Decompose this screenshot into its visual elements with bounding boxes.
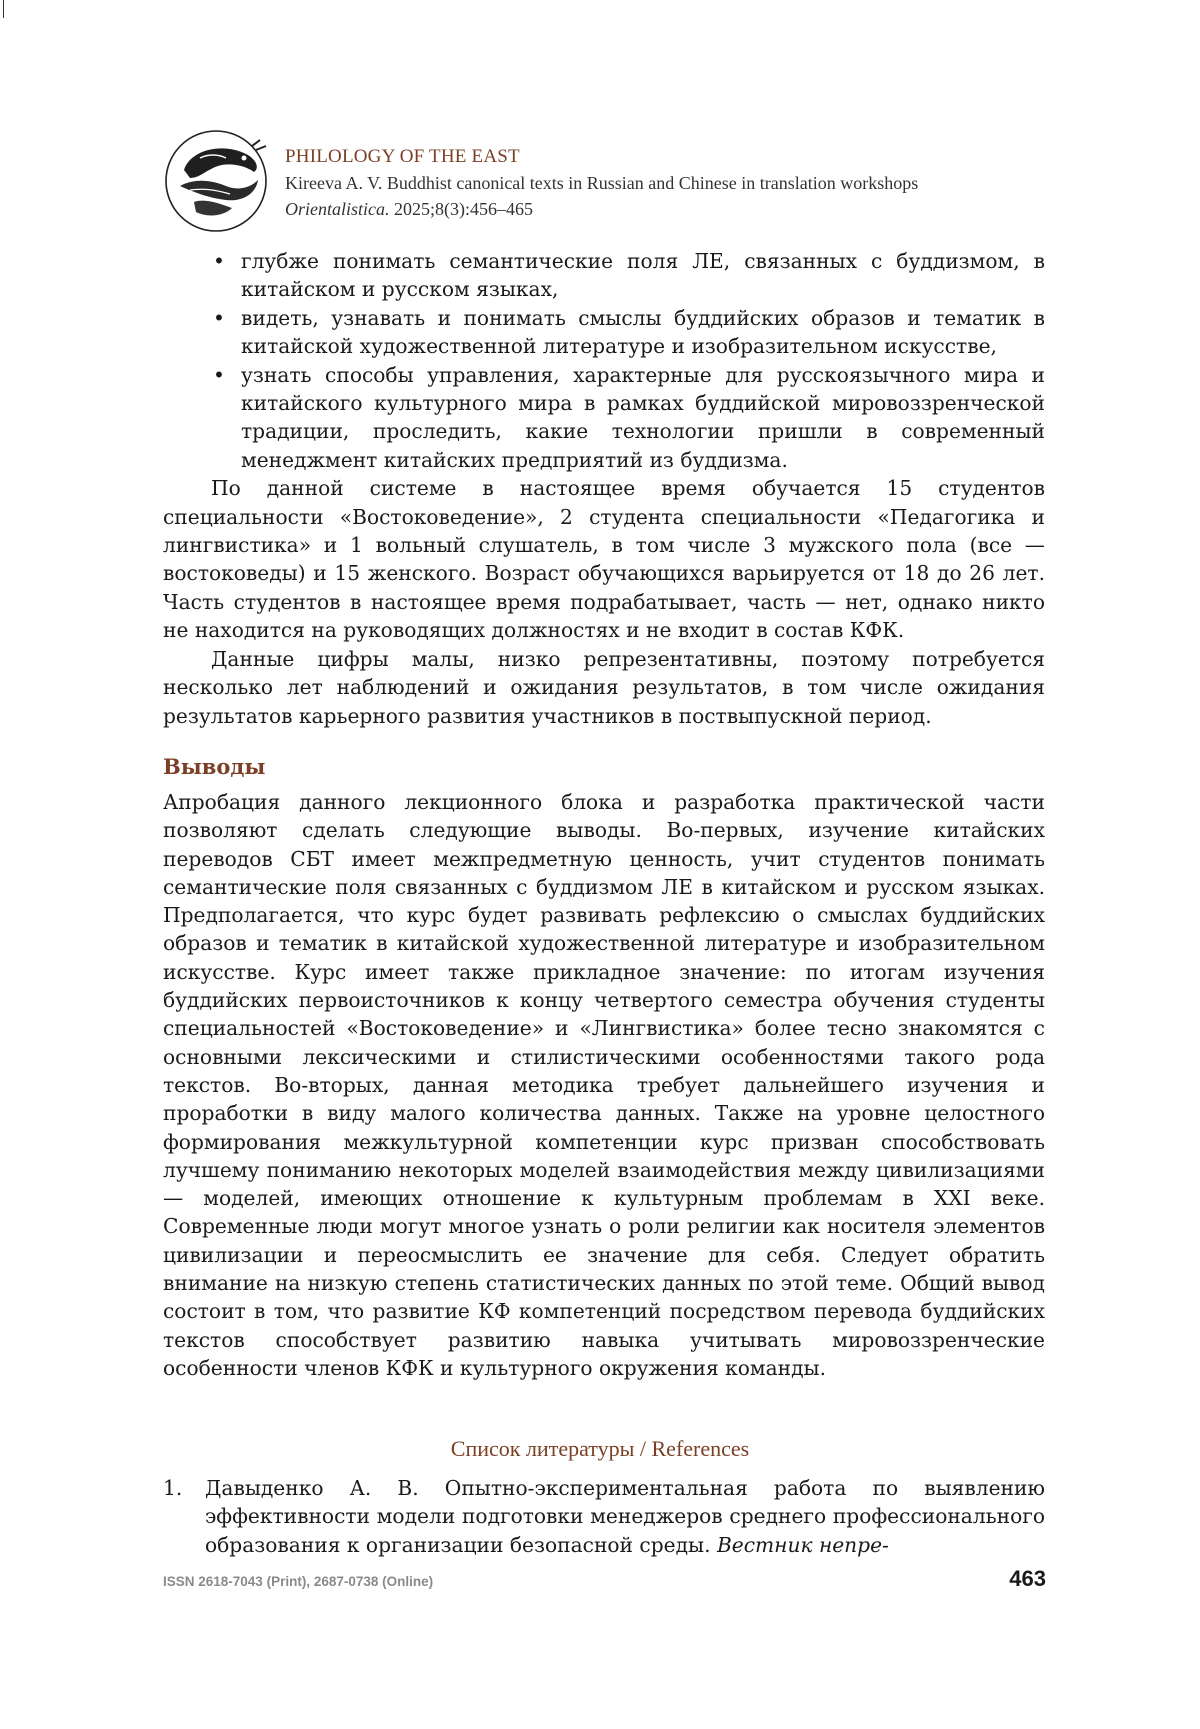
main-body	[163, 247, 1045, 730]
journal-section-title: PHILOLOGY OF THE EAST	[285, 146, 520, 167]
journal-citation	[285, 196, 1065, 222]
list-item: • видеть, узнавать и понимать смыслы буддийских образов и тематик в китайской художественной литературе и изобразительном искусстве,	[163, 304, 1045, 361]
journal-name: Orientalistica.	[285, 199, 390, 219]
page-number: 463	[1009, 1566, 1046, 1591]
paragraph: Данные цифры малы, низко репрезентативны, поэтому потребуется несколько лет наблюдений и ожидания результатов, в том числе ожидания результатов карьерного развития участников в поствыпускной период.	[163, 646, 1045, 728]
reference-item	[163, 1474, 1045, 1559]
reference-text: Давыденко А. В. Опытно-экспериментальная работа по выявлению эффективности модели подготовки менеджеров среднего профессионального образования к организации безопасной среды.	[205, 1476, 1045, 1557]
goals-list	[163, 247, 1045, 474]
running-header	[285, 144, 1065, 222]
article-reference: Kireeva A. V. Buddhist canonical texts in Russian and Chinese in translation workshops	[285, 173, 919, 193]
reference-source: Вестник непре-	[716, 1532, 889, 1557]
footer-issn: ISSN 2618-7043 (Print), 2687-0738 (Online)	[163, 1574, 434, 1589]
journal-issue: 2025;8(3):456–465	[389, 199, 533, 219]
list-item: • узнать способы управления, характерные для русскоязычного мира и китайского культурного мира в рамках буддийской мировоззренческой традиции, проследить, какие технологии пришли в современный менеджмент китайских предприятий из буддизма.	[163, 361, 1045, 475]
crop-mark	[3, 0, 4, 18]
reference-number: 1.	[163, 1476, 183, 1500]
conclusions-text: Апробация данного лекционного блока и разработка практической части позволяют сделать следующие выводы. Во-первых, изучение китайских переводов СБТ имеет межпредметную ценность, учит студентов понимать семантические поля связанных с буддизмом ЛЕ в китайском и русском языках. Предполагается, что курс будет развивать рефлексию о смыслах буддийских образов и тематик в китайской художественной литературе и изобразительном искусстве. Курс имеет также прикладное значение: по итогам изучения буддийских первоисточников к концу четвертого семестра обучения студенты специальностей «Востоковедение» и «Лингвистика» более тесно знакомятся с основными лексическими и стилистическими особенностями такого рода текстов. Во-вторых, данная методика требует дальнейшего изучения и проработки в виду малого количества данных. Также на уровне целостного формирования межкультурной компетенции курс призван способствовать лучшему пониманию некоторых моделей взаимодействия между цивилизациями — моделей, имеющих отношение к культурным проблемам в XXI веке. Современные люди могут многое узнать о роли религии как носителя элементов цивилизации и переосмыслить ее значение для себя. Следует обратить внимание на низкую степень статистических данных по этой теме. Общий вывод состоит в том, что развитие КФ компетенций посредством перевода буддийских текстов способствует развитию навыка учитывать мировоззренческие особенности членов КФК и культурного окружения команды.	[163, 790, 1045, 1380]
list-item: • глубже понимать семантические поля ЛЕ, связанных с буддизмом, в китайском и русском языках,	[163, 247, 1045, 304]
references-title: Список литературы / References	[450, 1436, 750, 1461]
references-list	[163, 1474, 1045, 1559]
paragraph: По данной системе в настоящее время обучается 15 студентов специальности «Востоковедение», 2 студента специальности «Педагогика и лингвистика» и 1 вольный слушатель, в том числе 3 мужского пола (все — востоковеды) и 15 женского. Возраст обучающихся варьируется от 18 до 26 лет. Часть студентов в настоящее время подрабатывает, часть — нет, однако никто не находится на руководящих должностях и не входит в состав КФК.	[163, 476, 1045, 643]
journal-logo-icon	[160, 128, 272, 234]
conclusions-heading: Выводы	[163, 754, 266, 779]
